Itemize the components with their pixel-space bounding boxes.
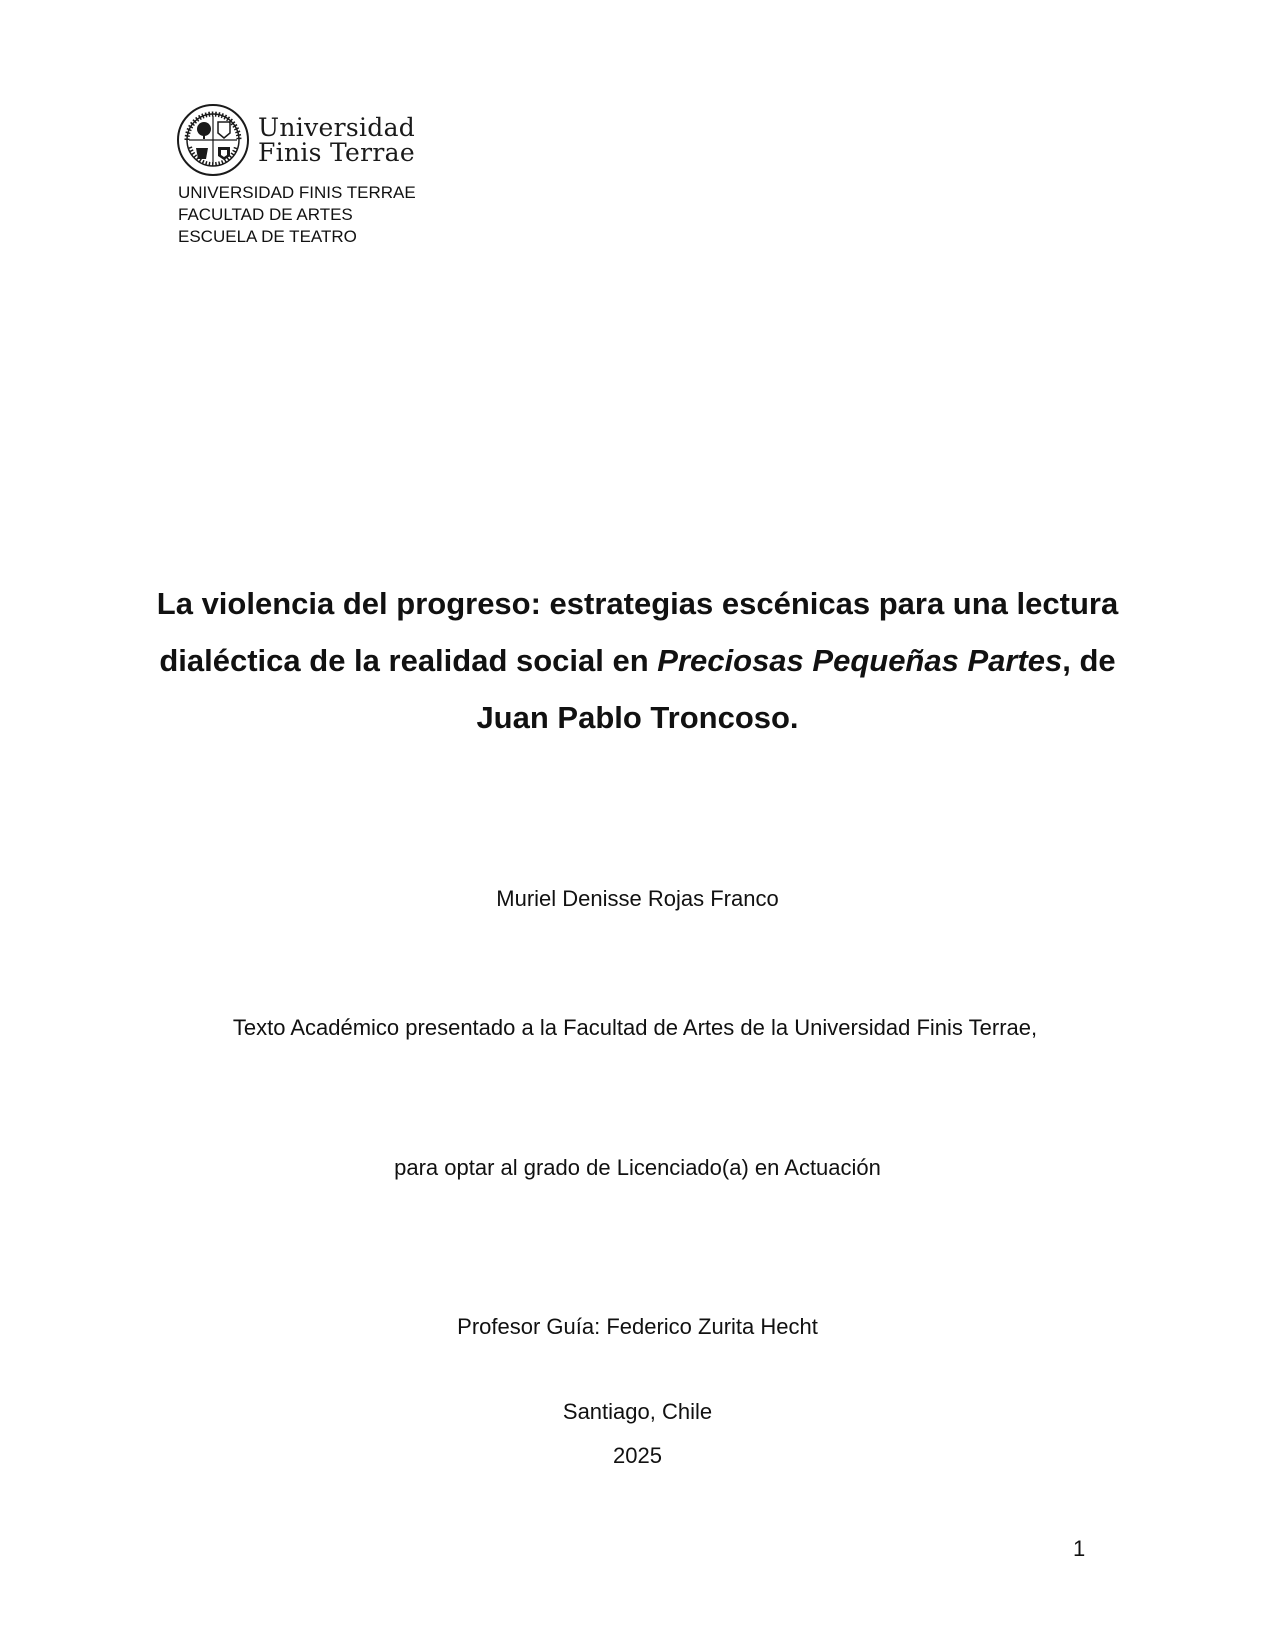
year-text: 2025 <box>613 1443 662 1468</box>
degree-text: para optar al grado de Licenciado(a) en Actuación <box>394 1155 881 1180</box>
thesis-title <box>150 575 1125 746</box>
advisor-text: Profesor Guía: Federico Zurita Hecht <box>457 1314 818 1339</box>
logo-wordmark <box>258 115 415 165</box>
presented-to-text: Texto Académico presentado a la Facultad de Artes de la Universidad Finis Terrae, <box>232 1015 1038 1040</box>
title-text-part2: , de Juan Pablo Troncoso. <box>476 643 1116 735</box>
institution-faculty: FACULTAD DE ARTES <box>178 205 353 224</box>
title-text-part1: La violencia del progreso: estrategias escénicas para una lectura dialéctica de la realidad social en <box>156 586 1119 678</box>
page-number: 1 <box>1073 1536 1086 1561</box>
university-seal-icon <box>176 103 250 177</box>
institution-block <box>178 182 416 248</box>
author-name: Muriel Denisse Rojas Franco <box>496 886 779 911</box>
logo-line-finis-terrae: Finis Terrae <box>258 138 415 167</box>
university-logo <box>176 100 415 180</box>
city-text: Santiago, Chile <box>562 1399 713 1424</box>
institution-school: ESCUELA DE TEATRO <box>178 227 357 246</box>
title-work-name: Preciosas Pequeñas Partes <box>657 643 1063 678</box>
institution-university: UNIVERSIDAD FINIS TERRAE <box>178 183 416 202</box>
logo-line-universidad: Universidad <box>258 113 416 142</box>
